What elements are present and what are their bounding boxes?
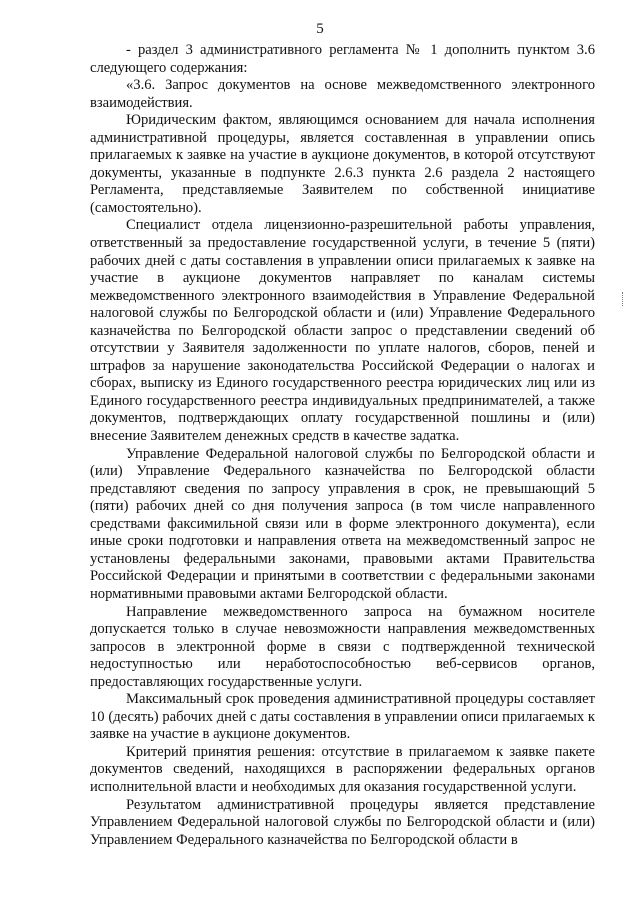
paragraph-federal-response: Управление Федеральной налоговой службы по Белгородской области и (или) Управление Федерального казначейства по Белгородской области представляют сведения по запросу управления в срок, не превышающий 5 (пяти) рабочих дней со дня получения запроса (в том числе направленного средствами факсимильной связи или в форме электронного документа), если иные сроки подготовки и направления ответа на межведомственный запрос не установлены федеральными законами, правовыми актами Правительства Российской Федерации и принятыми в соответствии с федеральными законами нормативными правовыми актами Белгородской области. xyxy=(90,445,595,602)
paragraph-point-3-6-heading: «3.6. Запрос документов на основе межведомственного электронного взаимодействия. xyxy=(90,77,595,111)
paragraph-paper-request: Направление межведомственного запроса на бумажном носителе допускается только в случае невозможности направления межведомственных запросов в электронной форме в связи с подтвержденной технической недоступностью или неработоспособностью веб-сервисов органов, предоставляющих государственные услуги. xyxy=(90,603,595,690)
document-body xyxy=(90,42,595,849)
paragraph-specialist-request: Специалист отдела лицензионно-разрешительной работы управления, ответственный за предоставление государственной услуги, в течение 5 (пяти) рабочих дней с даты составления в управлении описи прилагаемых к заявке на участие в аукционе документов направляет по каналам системы межведомственного электронного взаимодействия в Управление Федеральной налоговой службы по Белгородской области и (или) Управление Федерального казначейства по Белгородской области запрос о представлении сведений об отсутствии у Заявителя задолженности по уплате налогов, сборов, пеней и штрафов за нарушение законодательства Российской Федерации о налогах и сборах, выписку из Единого государственного реестра юридических лиц или из Единого государственного реестра индивидуальных предпринимателей, а также документов, подтверждающих оплату государственной пошлины и (или) внесение Заявителем денежных средств в качестве задатка. xyxy=(90,217,595,445)
page-number: 5 xyxy=(316,21,324,37)
paragraph-legal-fact: Юридическим фактом, являющимся основанием для начала исполнения административной процедуры, является составленная в управлении опись прилагаемых к заявке на участие в аукционе документов, в которой отсутствуют документы, указанные в подпункте 2.6.3 пункта 2.6 раздела 2 настоящего Регламента, представляемые Заявителем по собственной инициативе (самостоятельно). xyxy=(90,112,595,216)
paragraph-section-3-amendment: - раздел 3 административного регламента № 1 дополнить пунктом 3.6 следующего содержания: xyxy=(90,42,595,76)
paragraph-max-term: Максимальный срок проведения административной процедуры составляет 10 (десять) рабочих дней с даты составления в управлении описи прилагаемых к заявке на участие в аукционе документов. xyxy=(90,691,595,743)
paragraph-procedure-result: Результатом административной процедуры является представление Управлением Федеральной налоговой службы по Белгородской области и (или) Управлением Федерального казначейства по Белгородской области в xyxy=(90,796,595,848)
margin-mark xyxy=(622,292,625,306)
paragraph-decision-criterion: Критерий принятия решения: отсутствие в прилагаемом к заявке пакете документов сведений, находящихся в распоряжении федеральных органов исполнительной власти и необходимых для оказания государственной услуги. xyxy=(90,743,595,795)
